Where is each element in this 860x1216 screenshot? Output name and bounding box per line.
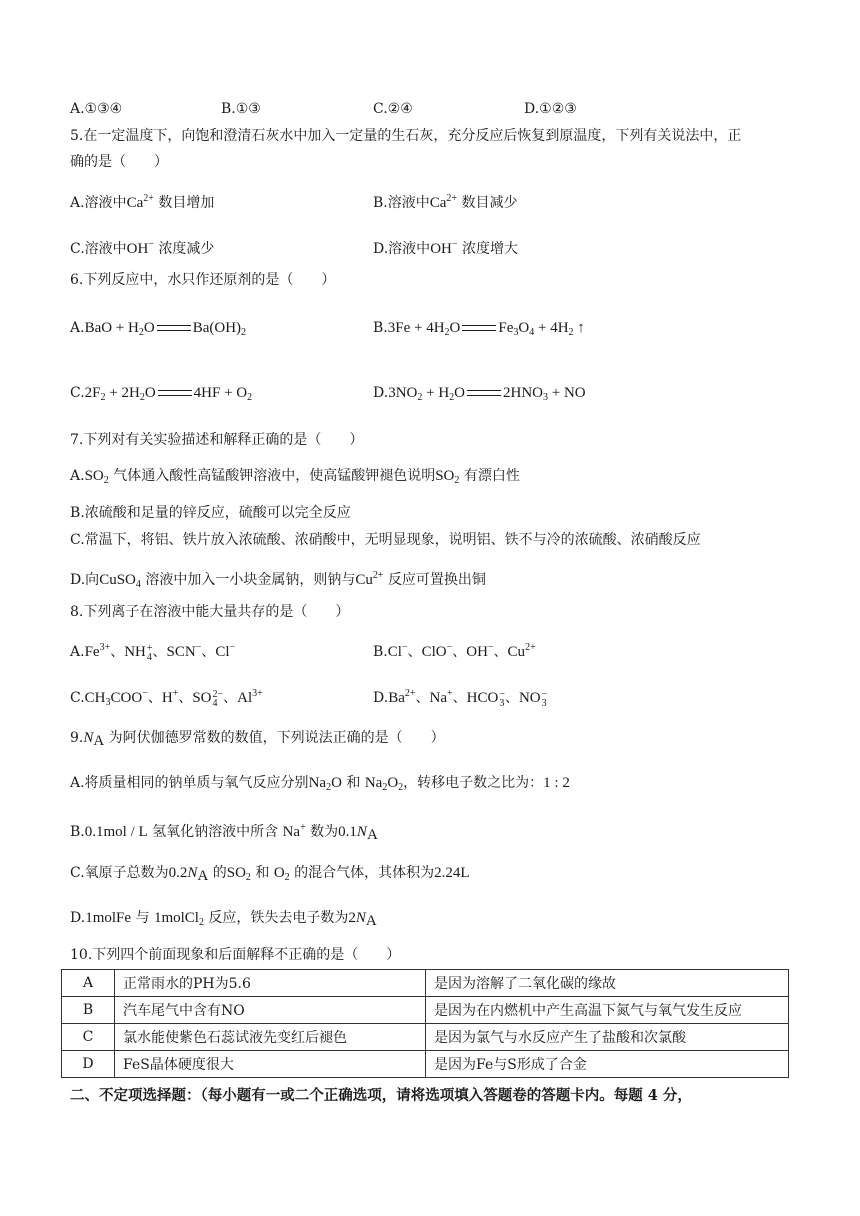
q9-stem: $9.N_A$ 为阿伏伽德罗常数的数值，下列说法正确的是（ ）: [70, 730, 445, 749]
q8-stem: 8.下列离子在溶液中能大量共存的是（ ）: [70, 604, 350, 620]
q5-option-c: C.溶液中OH− 浓度减少: [70, 239, 215, 257]
q8-option-c: $C.CH_3COO^-$、H+、SO 2− 4 、$Al^{3+}$: [70, 688, 263, 709]
q7-option-b: B.浓硫酸和足量的锌反应，硫酸可以完全反应: [70, 505, 351, 521]
q7-option-d: D.向CuSO$_4$ 溶液中加入一小块金属钠，则钠与$Cu^{2+}$ 反应可置换出铜: [70, 570, 486, 590]
row-explanation: 是因为Fe与S形成了合金: [426, 1051, 789, 1078]
q10-table: [61, 969, 789, 1078]
q7-option-c: C.常温下，将铝、铁片放入浓硫酸、浓硝酸中，无明显现象，说明铝、铁不与冷的浓硫酸、浓硝酸反应: [70, 532, 701, 548]
section2-heading: 二、不定项选择题：（每小题有一或二个正确选项，请将选项填入答题卷的答题卡内。每题 4 分，: [70, 1087, 692, 1104]
q5-option-d: D.溶液中OH− 浓度增大: [373, 239, 518, 257]
q4-option-d: D.①②③: [524, 101, 577, 117]
q6-stem: 6.下列反应中，水只作还原剂的是（ ）: [70, 272, 336, 288]
q8-option-d: $D.Ba^{2+}$、Na+、HCO − 3 、NO − 3: [373, 688, 548, 709]
row-explanation: 是因为氯气与水反应产生了盐酸和次氯酸: [426, 1024, 789, 1051]
q8-option-a: $A.Fe^{3+}$、NH + 4 、SCN−、Cl−: [70, 642, 236, 663]
q4-option-b: B.①③: [221, 101, 261, 117]
row-key: D: [62, 1051, 115, 1078]
row-phenomenon: 汽车尾气中含有NO: [115, 997, 426, 1024]
q9-option-d: D.1molFe 与 1molCl$_2$ 反应，铁失去电子数为$2N_A$: [70, 910, 377, 929]
q4-option-a: A.①③④: [70, 101, 123, 117]
q8-option-b: B.Cl−、ClO−、OH−、$Cu^{2+}$: [373, 642, 536, 660]
row-key: B: [62, 997, 115, 1024]
table-row: [62, 970, 789, 997]
row-key: A: [62, 970, 115, 997]
q4-option-c: C.②④: [373, 101, 413, 117]
table-row: [62, 997, 789, 1024]
q5-stem-line1: 5.在一定温度下，向饱和澄清石灰水中加入一定量的生石灰，充分反应后恢复到原温度，下列有关说法中，正: [70, 128, 742, 144]
q5-option-a: A.溶液中$Ca^{2+}$ 数目增加: [70, 193, 215, 211]
q5-option-b: B.溶液中$Ca^{2+}$ 数目减少: [373, 193, 518, 211]
q6-option-a: $A.BaO + H_2O$ $Ba(OH)_2$: [70, 320, 247, 338]
q9-option-a: A.将质量相同的钠单质与氧气反应分别$Na_2O$ 和 $Na_2O_2$，转移电子数之比为：1 : 2: [70, 775, 570, 793]
q7-stem: 7.下列对有关实验描述和解释正确的是（ ）: [70, 432, 364, 448]
q10-stem: 10.下列四个前面现象和后面解释不正确的是（ ）: [70, 947, 401, 963]
row-explanation: 是因为在内燃机中产生高温下氮气与氧气发生反应: [426, 997, 789, 1024]
q5-stem-line2: 确的是（ ）: [70, 154, 168, 170]
q6-option-c: $C.2F_2 + 2H_2O$ $4HF + O_2$: [70, 385, 253, 403]
row-phenomenon: 氯水能使紫色石蕊试液先变红后褪色: [115, 1024, 426, 1051]
row-phenomenon: 正常雨水的PH为5.6: [115, 970, 426, 997]
q7-option-a: $A.SO_2$ 气体通入酸性高锰酸钾溶液中，使高锰酸钾褪色说明$SO_2$ 有漂白性: [70, 468, 520, 486]
table-row: [62, 1051, 789, 1078]
table-row: [62, 1024, 789, 1051]
q9-option-b: B.0.1mol / L 氢氧化钠溶液中所含 Na+ 数为$0.1N_A$: [70, 822, 378, 843]
q6-option-b: $B.3Fe + 4H_2O$ $Fe_3O_4 + 4H_2$ ↑: [373, 320, 585, 338]
q9-option-c: C.氧原子总数为$0.2N_A$ 的$SO_2$ 和 $O_2$ 的混合气体，其体积为2.24L: [70, 865, 470, 884]
row-key: C: [62, 1024, 115, 1051]
q6-option-d: $D.3NO_2 + H_2O$ $2HNO_3$ + NO: [373, 385, 586, 403]
row-explanation: 是因为溶解了二氧化碳的缘故: [426, 970, 789, 997]
row-phenomenon: FeS晶体硬度很大: [115, 1051, 426, 1078]
